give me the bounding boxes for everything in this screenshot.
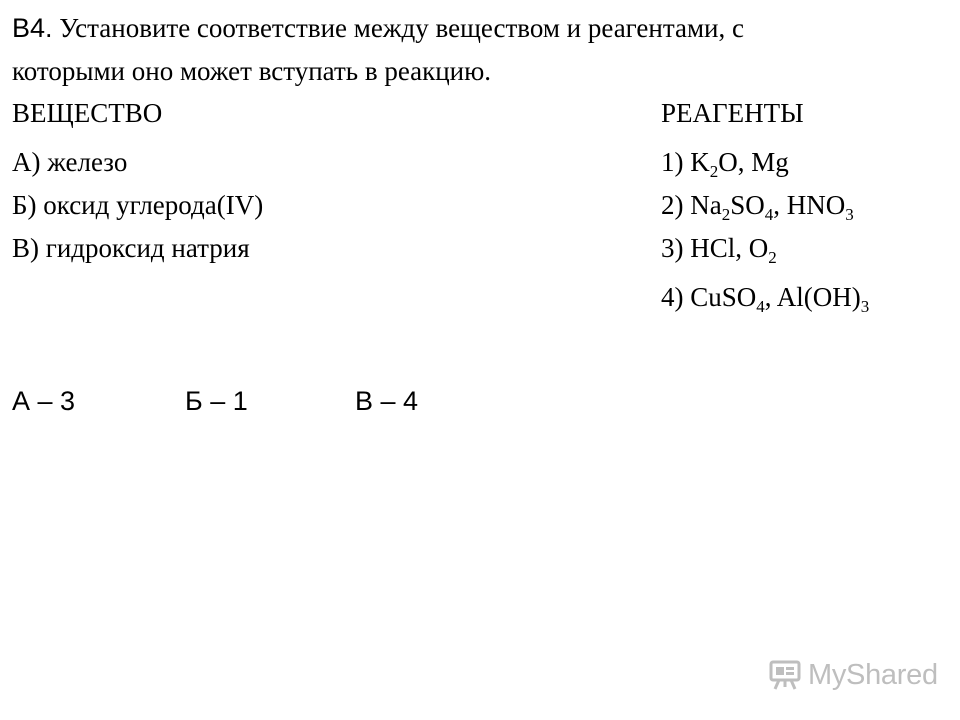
formula-part: HCl, O: [690, 233, 769, 263]
formula-part: CuSO: [690, 282, 757, 312]
formula-subscript: 2: [721, 205, 731, 224]
formula-subscript: 3: [845, 205, 854, 224]
watermark-text: MyShared: [808, 658, 938, 691]
task-statement-part-1: Установите соответствие между веществом и реагентами, с: [52, 13, 744, 43]
formula-part: , Al(OH): [764, 282, 861, 312]
header-reagents: РЕАГЕНТЫ: [661, 98, 804, 128]
answer-a: А – 3: [12, 386, 76, 416]
watermark: [768, 654, 938, 696]
formula-subscript: 2: [768, 248, 777, 267]
task-line-2: которыми оно может вступать в реакцию.: [12, 56, 492, 86]
formula-part: K: [690, 147, 710, 177]
substance-a: А) железо: [12, 147, 128, 177]
substance-v: В) гидроксид натрия: [12, 233, 250, 263]
formula-part: , HNO: [773, 190, 846, 220]
formula-part: Na: [690, 190, 722, 220]
formula-subscript: 4: [764, 205, 774, 224]
reagent-2: [661, 189, 854, 224]
substance-b: Б) оксид углерода(IV): [12, 190, 264, 220]
reagent-3: [661, 232, 777, 267]
formula-subscript: 4: [756, 297, 765, 316]
reagent-number: 2): [661, 190, 691, 220]
formula-part: SO: [730, 190, 765, 220]
formula-part: O, Mg: [718, 147, 789, 177]
reagent-number: 4): [661, 282, 691, 312]
reagent-number: 3): [661, 233, 691, 263]
formula-subscript: 2: [709, 162, 719, 181]
reagent-1: [661, 146, 789, 181]
answer-v: В – 4: [355, 386, 419, 416]
presentation-board-icon: [768, 658, 802, 692]
reagent-4: [661, 281, 870, 316]
task-line-1: [12, 12, 744, 44]
reagent-number: 1): [661, 147, 691, 177]
task-id: B4.: [12, 13, 53, 43]
header-substance: ВЕЩЕСТВО: [12, 98, 163, 128]
answer-b: Б – 1: [185, 386, 248, 416]
formula-subscript: 3: [860, 297, 870, 316]
